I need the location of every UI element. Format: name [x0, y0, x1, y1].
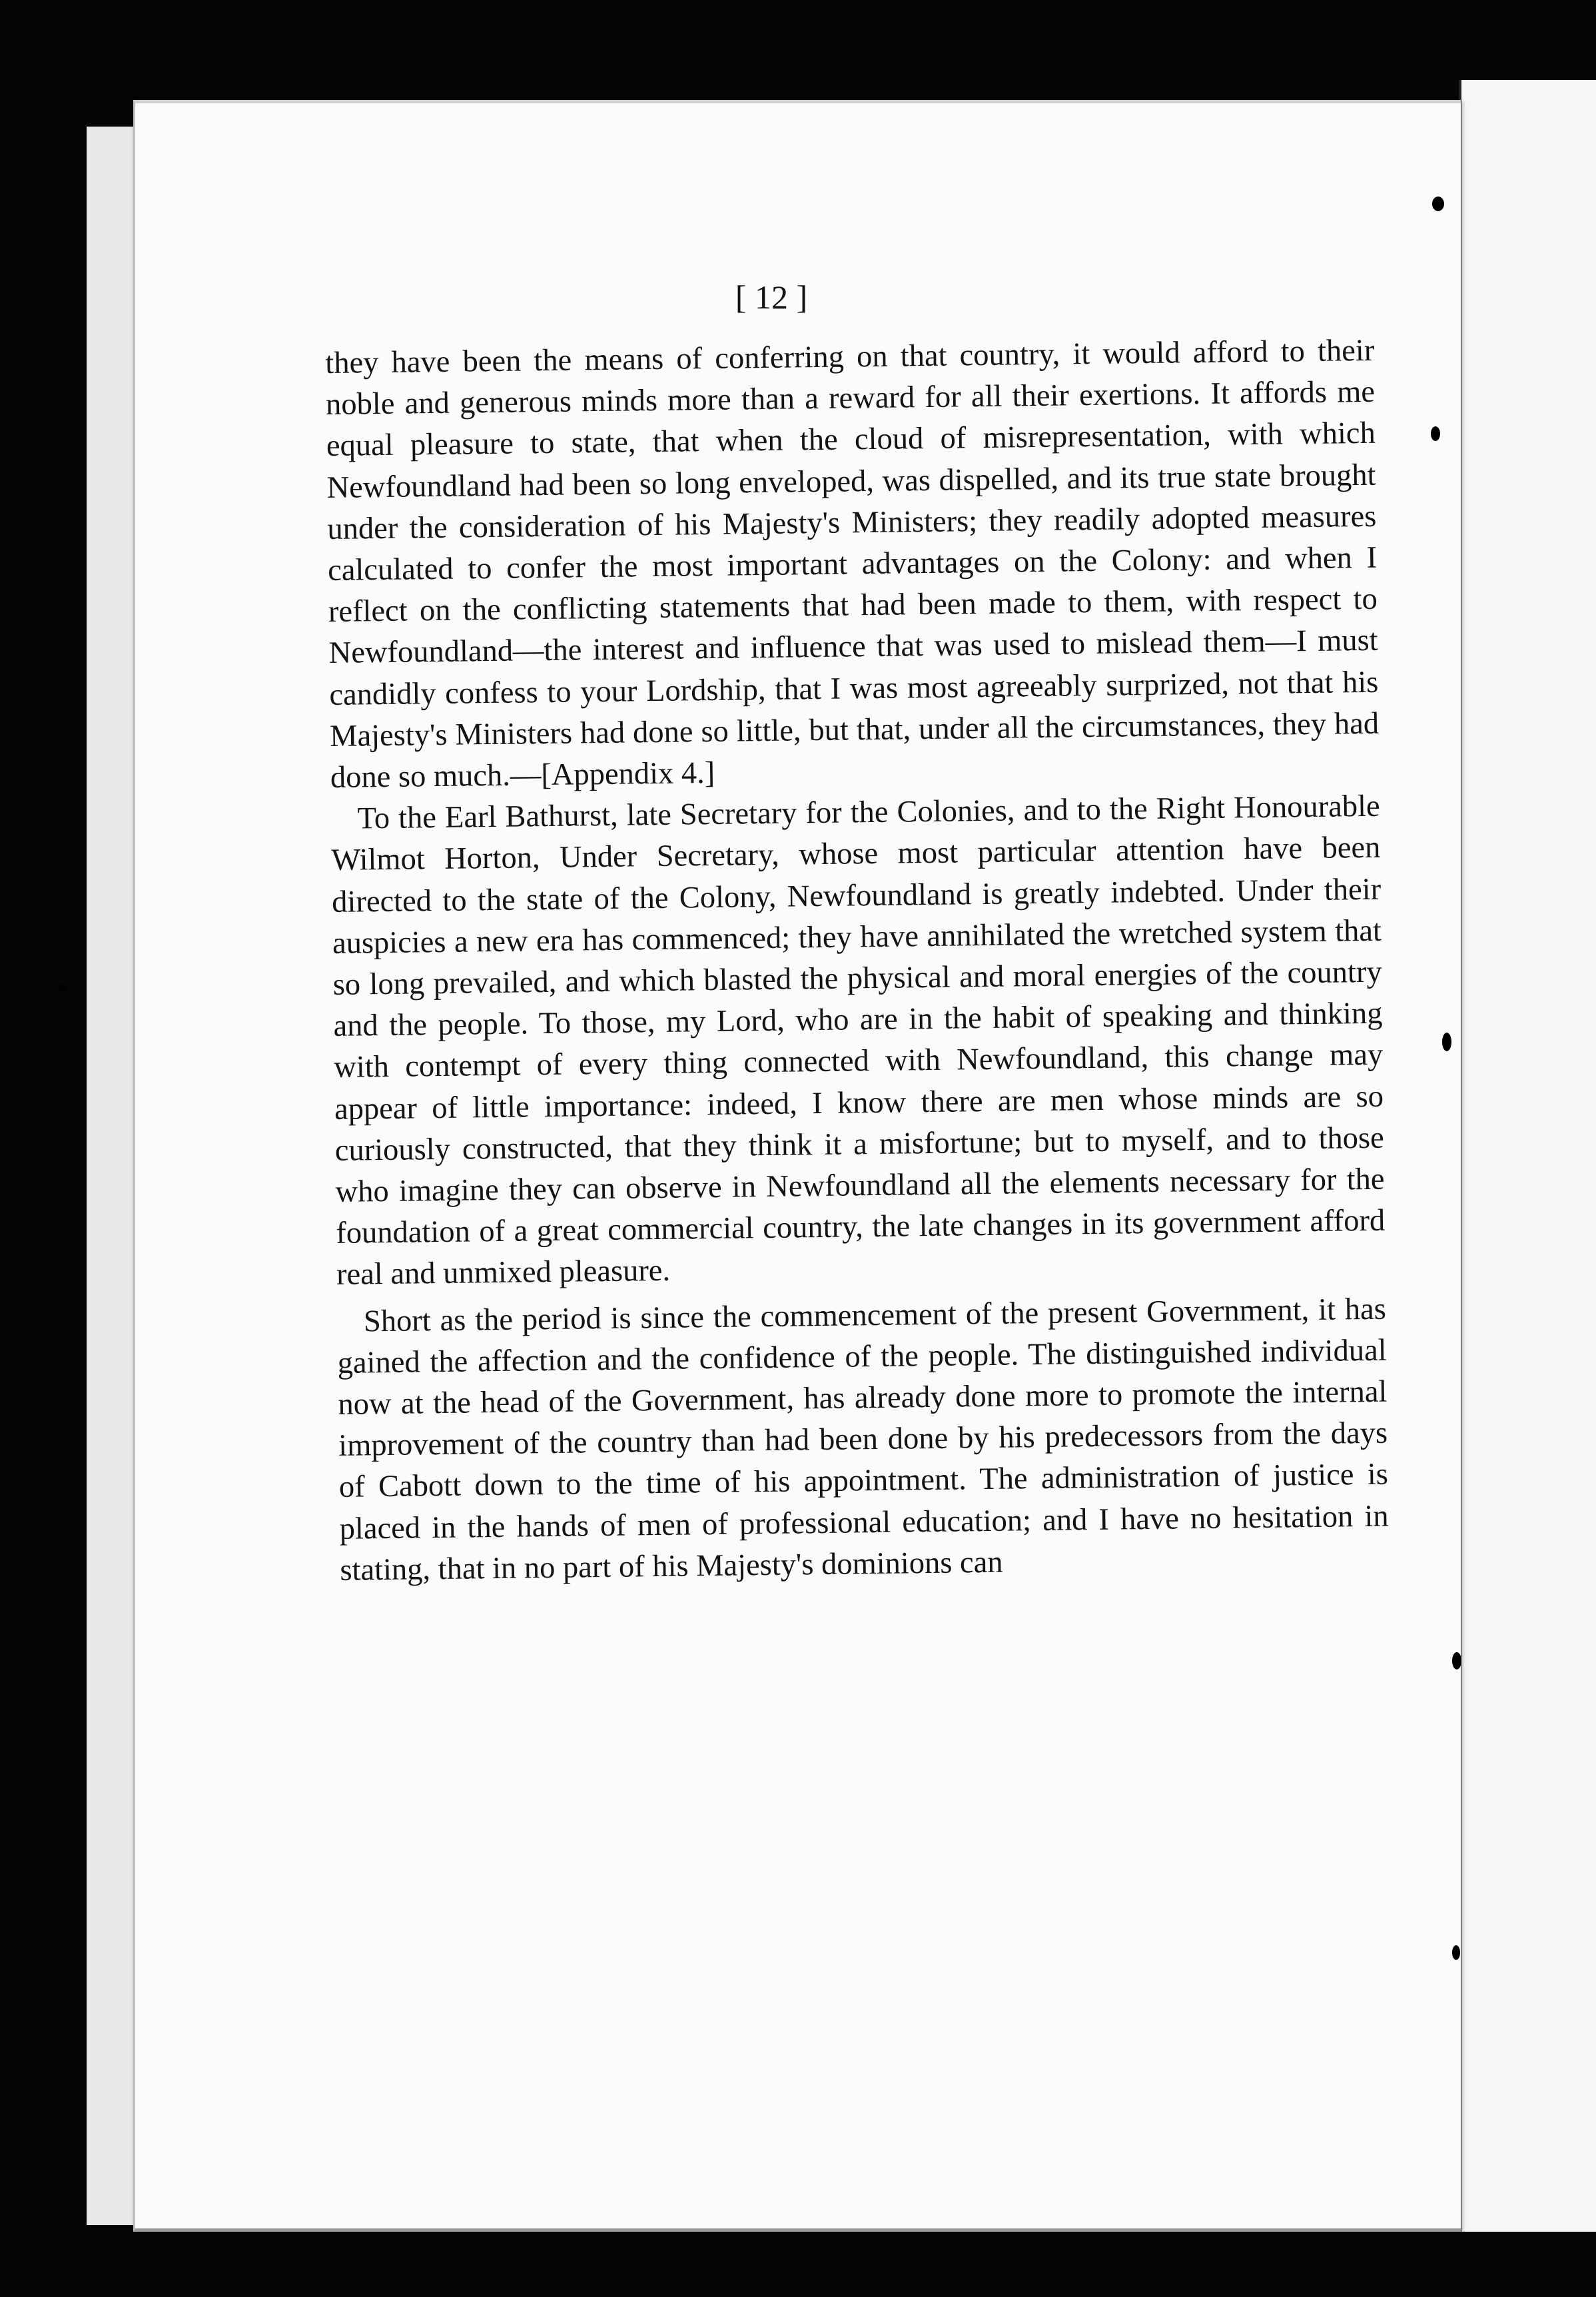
scan-speck — [1432, 197, 1444, 211]
paragraph-2: To the Earl Bathurst, late Secretary for the Colonies, and to the Right Honourable Wilmot Horton, Under Secretary, whose most particular attention have been directed to the state of the Colony, Newfoundland is greatly indebted. Under their auspicies a new era has commenced; they have annihilated the wretched system that so long prevailed, and which blasted the physical and moral energies of the country and the people. To those, my Lord, who are in the habit of speaking and thinking with contempt of every thing connected with Newfoundland, this change may appear of little importance: indeed, I know there are men whose minds are so curiously constructed, that they think it a misfortune; but to myself, and to those who imagine they can observe in Newfoundland all the elements necessary for the foundation of a great commercial country, the late changes in its government afford real and unmixed pleasure. — [331, 789, 1386, 1292]
body-text — [325, 330, 1390, 1592]
scan-speck — [1452, 1945, 1460, 1960]
book-page — [133, 100, 1461, 2232]
scan-speck — [59, 985, 67, 991]
paragraph-3: Short as the period is since the commencement of the present Government, it has gained the affection and the confidence of the people. The distinguished individual now at the head of the Government, has already done more to promote the internal improvement of the country than had been done by his predecessors from the days of Cabott down to the time of his appointment. The administration of justice is placed in the hands of men of professional education; and I have no hesitation in stating, that in no part of his Majesty's dominions can — [337, 1292, 1389, 1588]
scan-speck — [1431, 426, 1440, 441]
scan-speck — [1452, 1652, 1461, 1669]
scan-speck — [1442, 1033, 1451, 1051]
paragraph-1: they have been the means of conferring on that country, it would afford to their noble and generous minds more than a reward for all their exertions. It affords me equal pleasure to state, that when the cloud of misrepresentation, with which Newfoundland had been so long enveloped, was dispelled, and its true state brought under the consideration of his Majesty's Ministers; they readily adopted measures calculated to confer the most important advantages on the Colony: and when I reflect on the conflicting statements that had been made to them, with respect to Newfoundland—the interest and influence that was used to mislead them—I must candidly confess to your Lordship, that I was most agreeably surprized, not that his Majesty's Ministers had done so little, but that, under all the circumstances, they had done so much.—[Appendix 4.] — [325, 333, 1380, 795]
page-number: [ 12 ] — [735, 278, 808, 316]
adjacent-page-edge — [1459, 80, 1596, 2232]
